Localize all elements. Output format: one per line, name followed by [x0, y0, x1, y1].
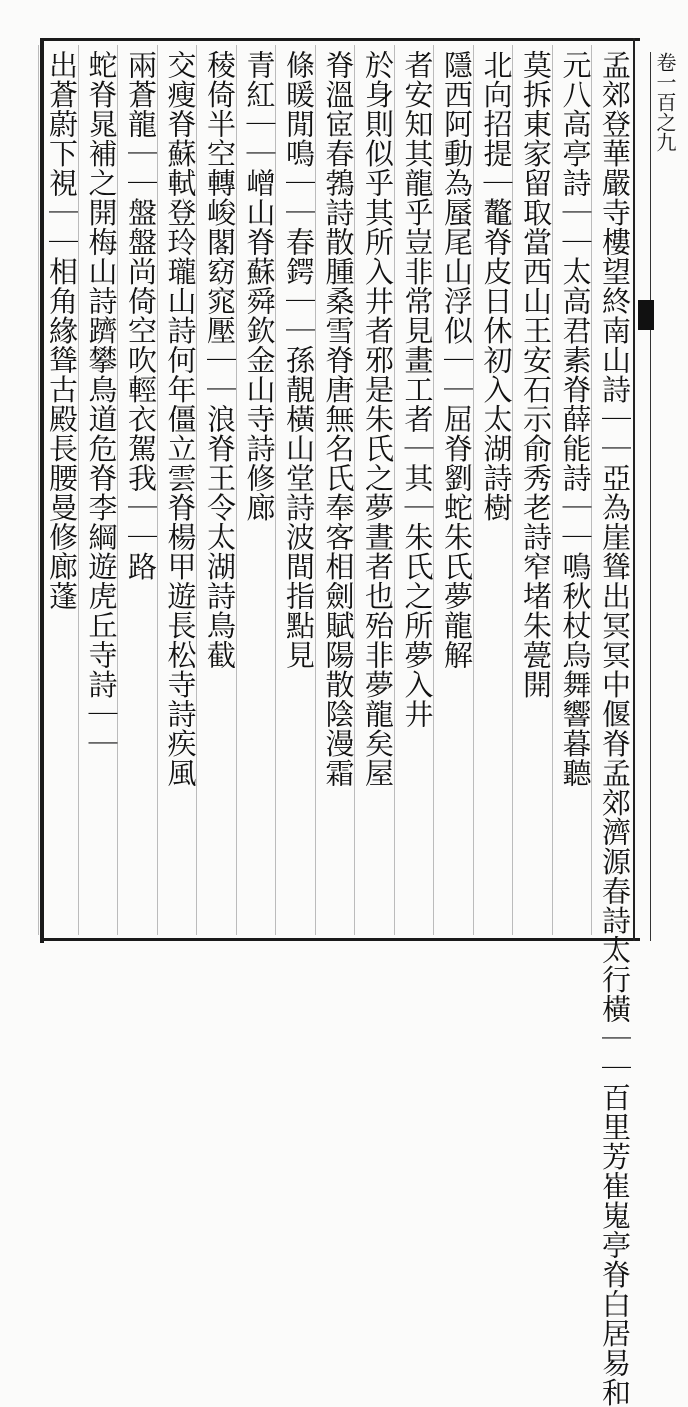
text-column: 隱西阿動為蜃尾山浮似｜｜屈脊劉蛇朱氏夢龍解	[440, 50, 474, 670]
margin-rule	[650, 52, 651, 941]
text-column: 青紅｜｜嶒山脊蘇舜欽金山寺詩修廊	[242, 50, 277, 522]
text-column: 北向招提｜鼇脊皮日休初入太湖詩樹	[479, 50, 514, 522]
text-column: 兩蒼龍｜｜盤盤尚倚空吹輕衣駕我｜｜路	[124, 50, 158, 581]
column-rule	[38, 45, 39, 935]
text-column: 交瘦脊蘇軾登玲瓏山詩何年僵立雲脊楊甲遊長松寺詩疾風	[163, 50, 198, 788]
text-column: 孟郊登華嚴寺樓望終南山詩｜｜亞為崖聳出冥冥中偃脊孟郊濟源春詩太行橫｜｜百里芳崔嵬亭脊白居易和	[598, 50, 632, 1407]
margin-header: 卷一百之九	[653, 52, 677, 152]
frame-bottom-border	[40, 938, 640, 941]
text-column: 元八高亭詩｜｜太高君素脊薛能詩｜｜鳴秋杖烏舞響暮聽	[558, 50, 593, 788]
text-column: 稜倚半空轉峻閣窈窕壓｜｜浪脊王令太湖詩鳥截	[203, 50, 237, 670]
text-column: 者安知其龍乎豈非常見畫工者｜其｜朱氏之所夢入井	[400, 50, 435, 729]
frame-top-border	[40, 38, 640, 41]
gutter-mark	[638, 300, 654, 330]
text-column: 脊溫宧春鵓詩散腫桑雪脊唐無名氏奉客相劍賦陽散陰漫霜	[321, 50, 356, 788]
text-column: 於身則似乎其所入井者邪是朱氏之夢晝者也殆非夢龍矣屋	[361, 50, 395, 788]
text-column: 蛇脊晁補之開梅山詩躋攀鳥道危脊李綱遊虎丘寺詩｜｜	[84, 50, 119, 758]
text-column: 莫拆東家留取當西山王安石示俞秀老詩窄堵朱甍開	[519, 50, 553, 699]
text-column: 出蒼蔚下視｜｜相角緣聳古殿長腰曼修廊蓬	[45, 50, 79, 611]
text-column: 條暖閒鳴｜｜春鍔｜｜孫靚橫山堂詩波間指點見	[282, 50, 316, 670]
